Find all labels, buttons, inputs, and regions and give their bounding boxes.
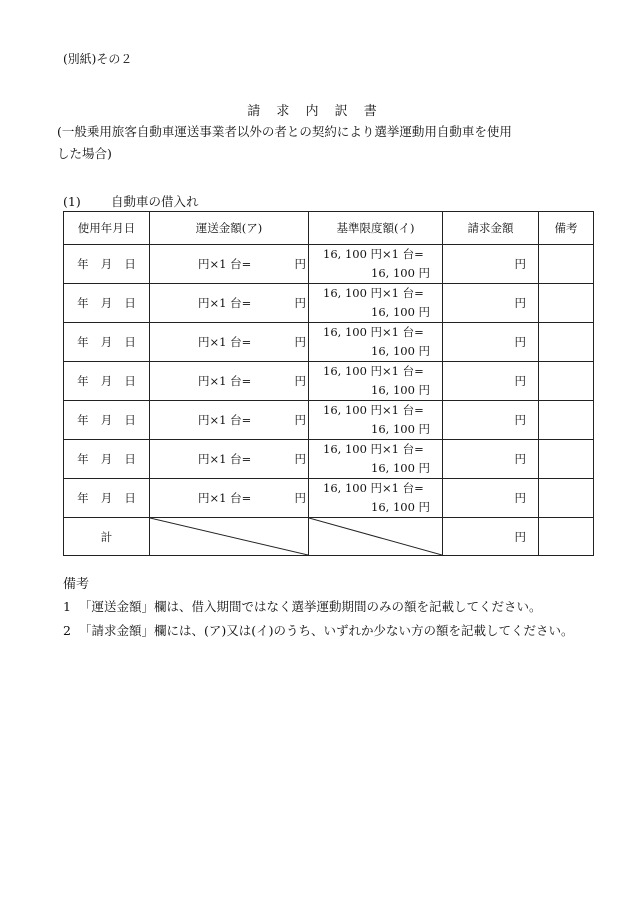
limit-formula: 16, 100 円×1 台=	[323, 286, 424, 300]
yen-unit: 円	[294, 413, 306, 427]
table-row	[64, 323, 594, 362]
limit-formula: 16, 100 円×1 台=	[323, 247, 424, 261]
month-unit: 月	[100, 335, 113, 349]
year-unit: 年	[77, 257, 89, 271]
yen-unit: 円	[294, 296, 306, 310]
standard-limit-cell	[309, 284, 443, 323]
claim-amount-cell[interactable]	[443, 440, 539, 479]
document-title: 請 求 内 訳 書	[247, 104, 383, 119]
claim-amount-cell[interactable]	[443, 284, 539, 323]
yen-unit: 円	[294, 335, 306, 349]
header-usage-date: 使用年月日	[64, 212, 150, 245]
limit-amount: 16, 100 円	[371, 305, 431, 319]
limit-amount: 16, 100 円	[371, 383, 431, 397]
transport-amount-cell[interactable]	[150, 284, 309, 323]
year-unit: 年	[77, 374, 89, 388]
usage-date-cell[interactable]	[64, 479, 150, 518]
year-unit: 年	[77, 296, 89, 310]
total-yen-unit: 円	[514, 529, 526, 544]
unit-formula: 円×1 台=	[198, 335, 252, 349]
month-unit: 月	[100, 257, 113, 271]
unit-formula: 円×1 台=	[198, 374, 252, 388]
subtitle-line-1: (一般乗用旅客自動車運送事業者以外の者との契約により選挙運動用自動車を使用	[57, 124, 512, 139]
claim-amount-cell[interactable]	[443, 479, 539, 518]
day-unit: 日	[124, 452, 136, 466]
total-remarks-cell[interactable]	[539, 518, 594, 556]
limit-amount: 16, 100 円	[371, 422, 431, 436]
diagonal-line	[150, 518, 308, 555]
standard-limit-cell	[309, 323, 443, 362]
month-unit: 月	[100, 452, 113, 466]
section-number: (1)	[63, 194, 81, 209]
table-row	[64, 479, 594, 518]
day-unit: 日	[124, 491, 136, 505]
header-standard-limit: 基準限度額(イ)	[309, 212, 443, 245]
header-transport-amount: 運送金額(ア)	[150, 212, 309, 245]
year-unit: 年	[77, 413, 89, 427]
claim-amount-cell[interactable]	[443, 401, 539, 440]
claim-yen-unit: 円	[514, 452, 526, 466]
month-unit: 月	[100, 491, 113, 505]
usage-date-cell[interactable]	[64, 362, 150, 401]
limit-formula: 16, 100 円×1 台=	[323, 481, 424, 495]
limit-amount: 16, 100 円	[371, 266, 431, 280]
usage-date-cell[interactable]	[64, 323, 150, 362]
usage-date-cell[interactable]	[64, 245, 150, 284]
note-text: 「請求金額」欄には、(ア)又は(イ)のうち、いずれか少ない方の額を記載してください。	[79, 623, 574, 638]
document-subtitle	[57, 121, 512, 165]
yen-unit: 円	[294, 491, 306, 505]
yen-unit: 円	[294, 374, 306, 388]
unit-formula: 円×1 台=	[198, 296, 252, 310]
limit-amount: 16, 100 円	[371, 344, 431, 358]
claim-yen-unit: 円	[514, 257, 526, 271]
table-row	[64, 440, 594, 479]
remarks-cell[interactable]	[539, 401, 594, 440]
month-unit: 月	[100, 413, 113, 427]
table-row	[64, 284, 594, 323]
transport-amount-cell[interactable]	[150, 440, 309, 479]
remarks-cell[interactable]	[539, 362, 594, 401]
usage-date-cell[interactable]	[64, 284, 150, 323]
note-item	[63, 597, 542, 615]
day-unit: 日	[124, 413, 136, 427]
limit-amount: 16, 100 円	[371, 461, 431, 475]
limit-formula: 16, 100 円×1 台=	[323, 325, 424, 339]
claim-amount-cell[interactable]	[443, 245, 539, 284]
unit-formula: 円×1 台=	[198, 491, 252, 505]
remarks-cell[interactable]	[539, 245, 594, 284]
claim-yen-unit: 円	[514, 491, 526, 505]
claim-yen-unit: 円	[514, 374, 526, 388]
standard-limit-cell	[309, 479, 443, 518]
note-number: 1	[63, 599, 71, 614]
remarks-cell[interactable]	[539, 479, 594, 518]
total-label: 計	[64, 518, 150, 556]
note-text: 「運送金額」欄は、借入期間ではなく選挙運動期間のみの額を記載してください。	[79, 599, 542, 614]
month-unit: 月	[100, 374, 113, 388]
claim-amount-cell[interactable]	[443, 362, 539, 401]
yen-unit: 円	[294, 257, 306, 271]
usage-date-cell[interactable]	[64, 440, 150, 479]
limit-formula: 16, 100 円×1 台=	[323, 364, 424, 378]
transport-amount-cell[interactable]	[150, 362, 309, 401]
notes-title: 備考	[63, 577, 90, 592]
standard-limit-cell	[309, 245, 443, 284]
remarks-cell[interactable]	[539, 284, 594, 323]
limit-formula: 16, 100 円×1 台=	[323, 403, 424, 417]
header-remarks: 備考	[539, 212, 594, 245]
table-row	[64, 362, 594, 401]
year-unit: 年	[77, 335, 89, 349]
total-row	[64, 518, 594, 556]
claim-yen-unit: 円	[514, 296, 526, 310]
remarks-cell[interactable]	[539, 440, 594, 479]
standard-limit-cell	[309, 401, 443, 440]
year-unit: 年	[77, 491, 89, 505]
month-unit: 月	[100, 296, 113, 310]
claim-yen-unit: 円	[514, 335, 526, 349]
note-number: 2	[63, 623, 71, 638]
standard-limit-cell	[309, 362, 443, 401]
transport-amount-cell[interactable]	[150, 401, 309, 440]
day-unit: 日	[124, 335, 136, 349]
limit-amount: 16, 100 円	[371, 500, 431, 514]
claim-amount-cell[interactable]	[443, 323, 539, 362]
unit-formula: 円×1 台=	[198, 452, 252, 466]
day-unit: 日	[124, 257, 136, 271]
yen-unit: 円	[294, 452, 306, 466]
limit-formula: 16, 100 円×1 台=	[323, 442, 424, 456]
unit-formula: 円×1 台=	[198, 257, 252, 271]
unit-formula: 円×1 台=	[198, 413, 252, 427]
section-heading	[63, 192, 199, 210]
usage-date-cell[interactable]	[64, 401, 150, 440]
remarks-cell[interactable]	[539, 323, 594, 362]
blank-diagonal-cell	[150, 518, 309, 556]
standard-limit-cell	[309, 440, 443, 479]
table-row	[64, 245, 594, 284]
note-item	[63, 621, 574, 639]
transport-amount-cell[interactable]	[150, 245, 309, 284]
total-claim-cell[interactable]	[443, 518, 539, 556]
transport-amount-cell[interactable]	[150, 323, 309, 362]
table-row	[64, 401, 594, 440]
transport-amount-cell[interactable]	[150, 479, 309, 518]
blank-diagonal-cell	[309, 518, 443, 556]
diagonal-line	[309, 518, 442, 555]
subtitle-line-2: した場合)	[57, 146, 112, 161]
claim-yen-unit: 円	[514, 413, 526, 427]
header-claim-amount: 請求金額	[443, 212, 539, 245]
section-label: 自動車の借入れ	[111, 194, 199, 209]
day-unit: 日	[124, 296, 136, 310]
appendix-label: (別紙)その２	[63, 52, 133, 66]
table-header-row	[64, 212, 594, 245]
year-unit: 年	[77, 452, 89, 466]
day-unit: 日	[124, 374, 136, 388]
claim-breakdown-table	[63, 211, 594, 556]
